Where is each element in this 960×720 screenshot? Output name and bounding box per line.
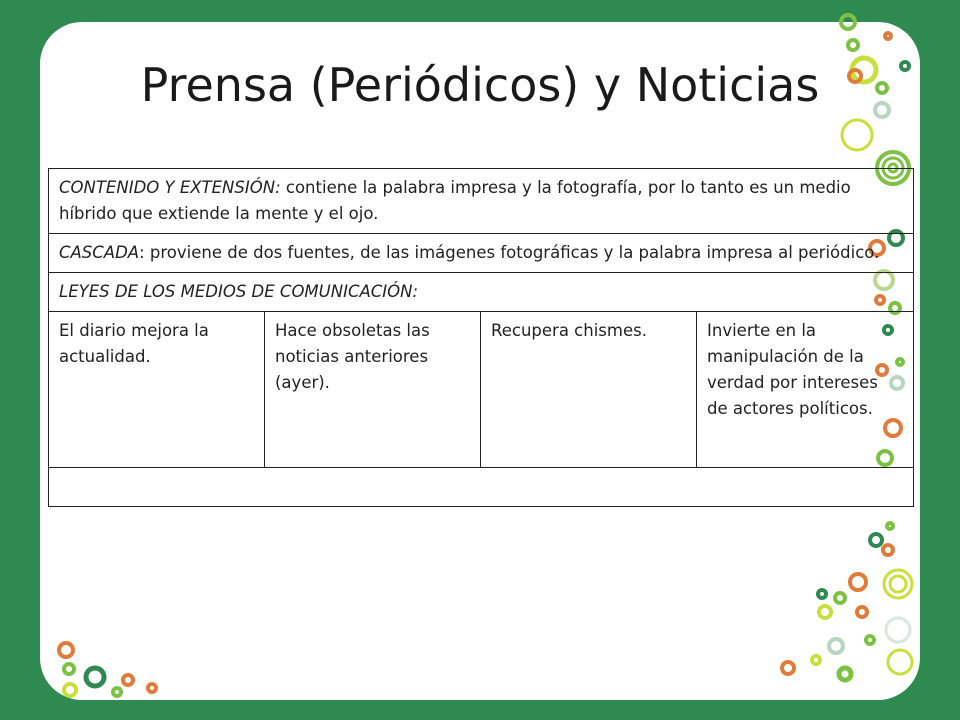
cascade-text: : proviene de dos fuentes, de las imágenes fotográficas y la palabra impresa al periódico. (139, 243, 880, 262)
law-enhances-cell: El diario mejora la actualidad. (49, 312, 265, 468)
law-retrieves-cell: Recupera chismes. (481, 312, 697, 468)
content-extension-cell (49, 169, 914, 234)
empty-cell (49, 468, 914, 507)
law-reverses-cell: Invierte en la manipulación de la verdad por intereses de actores políticos. (697, 312, 914, 468)
laws-header-label: LEYES DE LOS MEDIOS DE COMUNICACIÓN: (59, 282, 419, 301)
laws-header-cell (49, 273, 914, 312)
content-extension-text: contiene la palabra impresa y la fotografía, por lo tanto es un medio híbrido que extiende la mente y el ojo. (59, 178, 851, 223)
content-extension-label: CONTENIDO Y EXTENSIÓN: (59, 178, 281, 197)
slide-title: Prensa (Periódicos) y Noticias (140, 58, 820, 112)
table-row (49, 312, 914, 468)
law-obsolesces-cell: Hace obsoletas las noticias anteriores (ayer). (265, 312, 481, 468)
table-row (49, 234, 914, 273)
cascade-cell (49, 234, 914, 273)
table-row (49, 273, 914, 312)
media-laws-table (48, 168, 914, 507)
cascade-label: CASCADA (59, 243, 140, 262)
table-row (49, 169, 914, 234)
table-row-empty (49, 468, 914, 507)
